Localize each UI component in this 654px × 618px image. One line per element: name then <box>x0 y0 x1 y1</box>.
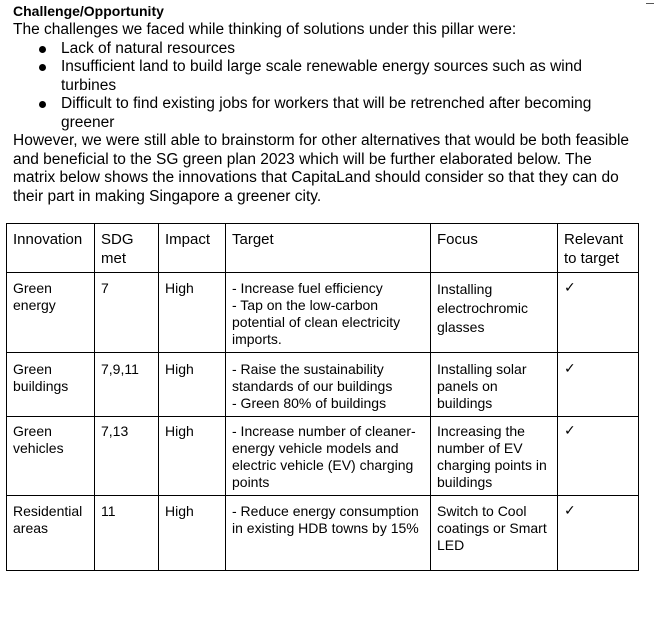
header-sdg: SDG met <box>95 224 159 273</box>
challenge-list <box>13 40 643 133</box>
cell-innovation: Green vehicles <box>7 417 95 496</box>
cell-sdg: 11 <box>95 496 159 571</box>
bullet-icon <box>39 46 46 53</box>
list-item <box>61 95 643 132</box>
header-focus: Focus <box>431 224 558 273</box>
cell-innovation: Residential areas <box>7 496 95 571</box>
cell-innovation: Green energy <box>7 273 95 353</box>
cell-focus: Switch to Cool coatings or Smart LED <box>431 496 558 571</box>
table-row <box>7 496 639 571</box>
check-icon: ✓ <box>558 417 639 496</box>
cell-impact: High <box>159 417 226 496</box>
check-icon: ✓ <box>558 353 639 417</box>
bullet-icon <box>39 64 46 71</box>
check-icon: ✓ <box>558 496 639 571</box>
header-target: Target <box>226 224 431 273</box>
cell-focus: Increasing the number of EV charging points in buildings <box>431 417 558 496</box>
list-item <box>61 58 643 95</box>
section-heading: Challenge/Opportunity <box>13 3 164 19</box>
cell-impact: High <box>159 273 226 353</box>
cell-target: - Increase number of cleaner-energy vehicle models and electric vehicle (EV) charging points <box>226 417 431 496</box>
page-corner-mark <box>646 0 654 4</box>
intro-paragraph: The challenges we faced while thinking of solutions under this pillar were: <box>13 21 517 38</box>
table-header-row <box>7 224 639 273</box>
cell-focus: Installing solar panels on buildings <box>431 353 558 417</box>
check-icon: ✓ <box>558 273 639 353</box>
bullet-icon <box>39 101 46 108</box>
innovation-matrix-table <box>6 223 639 571</box>
cell-sdg: 7,13 <box>95 417 159 496</box>
list-item-text: Difficult to find existing jobs for workers that will be retrenched after becoming greener <box>61 95 592 131</box>
list-item-text: Insufficient land to build large scale renewable energy sources such as wind turbines <box>61 58 582 94</box>
header-impact: Impact <box>159 224 226 273</box>
table-row <box>7 353 639 417</box>
cell-innovation: Green buildings <box>7 353 95 417</box>
list-item <box>61 40 643 59</box>
cell-target: - Increase fuel efficiency - Tap on the low-carbon potential of clean electricity imports. <box>226 273 431 353</box>
cell-impact: High <box>159 353 226 417</box>
conclusion-paragraph: However, we were still able to brainstorm for other alternatives that would be both feasible and beneficial to the SG green plan 2023 which will be further elaborated below. The matrix below shows the innovations that CapitaLand should consider so that they can do their part in making Singapore a greener city. <box>13 132 630 205</box>
cell-focus: Installing electrochromic glasses <box>431 273 558 353</box>
table-row <box>7 273 639 353</box>
list-item-text: Lack of natural resources <box>61 39 236 57</box>
document-page <box>13 0 643 206</box>
cell-impact: High <box>159 496 226 571</box>
cell-sdg: 7,9,11 <box>95 353 159 417</box>
cell-target: - Raise the sustainability standards of our buildings - Green 80% of buildings <box>226 353 431 417</box>
header-innovation: Innovation <box>7 224 95 273</box>
table-row <box>7 417 639 496</box>
cell-target: - Reduce energy consumption in existing HDB towns by 15% <box>226 496 431 571</box>
header-relevant: Relevant to target <box>558 224 639 273</box>
cell-sdg: 7 <box>95 273 159 353</box>
